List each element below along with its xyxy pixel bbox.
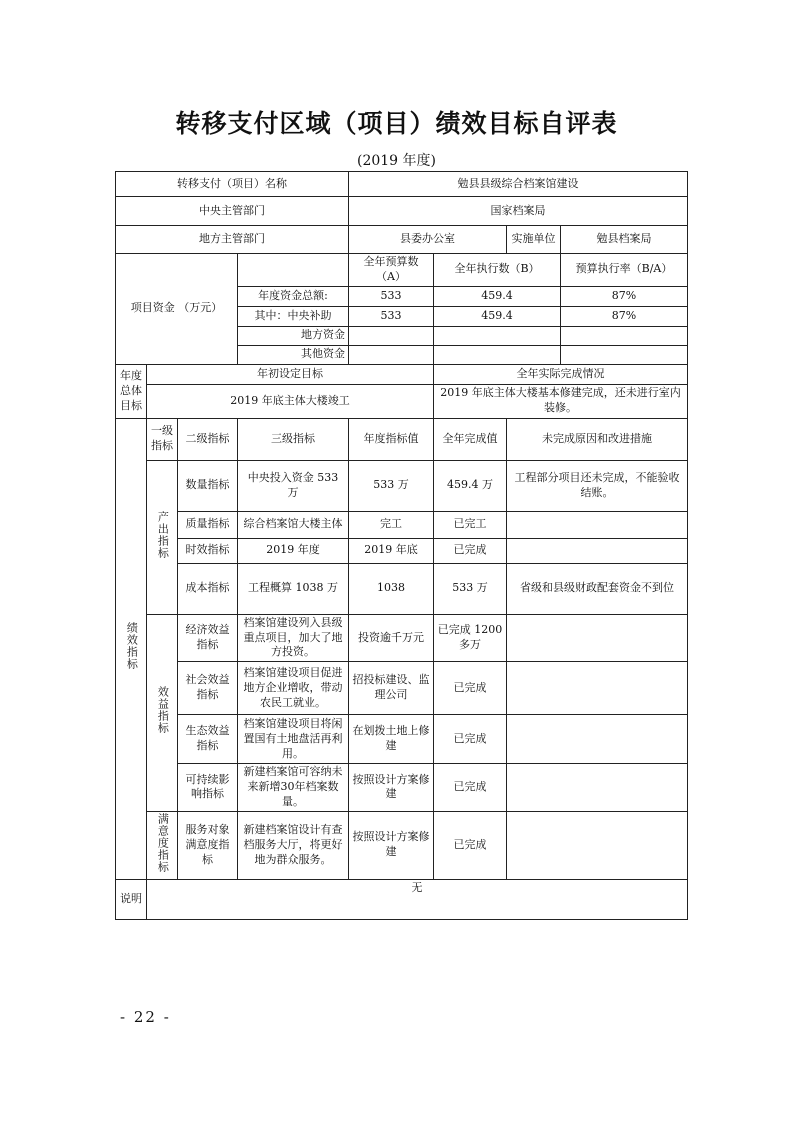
funds-row-name: 地方资金 (238, 326, 349, 345)
benefit-indicators-label: 效益指标 (147, 614, 178, 811)
header-level2: 二级指标 (178, 418, 238, 460)
funds-header-a: 全年预算数（A） (349, 254, 434, 287)
indicator-row (116, 460, 688, 511)
indicator-actual: 459.4 万 (434, 460, 507, 511)
indicator-target: 1038 (349, 563, 434, 614)
funds-header-row (116, 254, 688, 287)
funds-row-rate: 87% (561, 286, 688, 306)
performance-indicators-label: 绩效指标 (116, 418, 147, 879)
header-level1: 一级指标 (147, 418, 178, 460)
header-target: 年度指标值 (349, 418, 434, 460)
indicator-actual: 已完成 (434, 538, 507, 563)
indicator-actual: 已完成 (434, 715, 507, 764)
central-dept-value: 国家档案局 (349, 197, 688, 226)
indicator-row (116, 563, 688, 614)
header-level3: 三级指标 (238, 418, 349, 460)
overall-header-row (116, 364, 688, 384)
funds-row-name: 其他资金 (238, 345, 349, 364)
impl-unit-label: 实施单位 (507, 226, 561, 254)
indicator-second: 可持续影响指标 (178, 764, 238, 812)
indicator-reason (507, 538, 688, 563)
overall-value-row (116, 384, 688, 418)
indicator-third: 档案馆建设项目促进地方企业增收，带动农民工就业。 (238, 662, 349, 715)
indicator-target: 完工 (349, 511, 434, 538)
funds-row-a: 533 (349, 286, 434, 306)
local-dept-value: 县委办公室 (349, 226, 507, 254)
indicator-target: 533 万 (349, 460, 434, 511)
funds-row-rate (561, 326, 688, 345)
funds-row-name: 年度资金总额: (238, 286, 349, 306)
indicator-reason (507, 715, 688, 764)
overall-set-header: 年初设定目标 (147, 364, 434, 384)
self-evaluation-table (115, 171, 688, 920)
indicator-reason: 工程部分项目还未完成，不能验收结账。 (507, 460, 688, 511)
indicator-row (116, 614, 688, 662)
local-dept-row (116, 226, 688, 254)
overall-set-value: 2019 年底主体大楼竣工 (147, 384, 434, 418)
indicator-actual: 已完成 (434, 662, 507, 715)
funds-header-b: 全年执行数（B） (434, 254, 561, 287)
indicator-second: 服务对象满意度指标 (178, 811, 238, 879)
project-name-label: 转移支付（项目）名称 (116, 172, 349, 197)
central-dept-row (116, 197, 688, 226)
funds-row-a (349, 326, 434, 345)
indicator-third: 2019 年度 (238, 538, 349, 563)
funds-row-rate: 87% (561, 306, 688, 326)
indicator-second: 生态效益指标 (178, 715, 238, 764)
indicator-target: 在划拨土地上修建 (349, 715, 434, 764)
funds-label: 项目资金 （万元） (116, 254, 238, 365)
funds-row-rate (561, 345, 688, 364)
funds-header-rate: 预算执行率（B/A） (561, 254, 688, 287)
indicator-actual: 533 万 (434, 563, 507, 614)
indicator-third: 新建档案馆设计有查档服务大厅，将更好地为群众服务。 (238, 811, 349, 879)
indicator-row (116, 538, 688, 563)
indicator-row (116, 811, 688, 879)
funds-row-b (434, 326, 561, 345)
satisfaction-indicators-label: 满意度指标 (147, 811, 178, 879)
indicator-actual: 已完工 (434, 511, 507, 538)
funds-row-a: 533 (349, 306, 434, 326)
page-title: 转移支付区域（项目）绩效目标自评表 (175, 109, 618, 138)
indicator-reason (507, 614, 688, 662)
local-dept-label: 地方主管部门 (116, 226, 349, 254)
funds-row-b (434, 345, 561, 364)
indicator-second: 时效指标 (178, 538, 238, 563)
indicator-third: 中央投入资金 533 万 (238, 460, 349, 511)
indicator-reason (507, 511, 688, 538)
indicator-actual: 已完成 (434, 811, 507, 879)
indicator-second: 数量指标 (178, 460, 238, 511)
indicator-third: 档案馆建设列入县级重点项目，加大了地方投资。 (238, 614, 349, 662)
overall-done-value: 2019 年底主体大楼基本修建完成，还未进行室内装修。 (434, 384, 688, 418)
project-name-row (116, 172, 688, 197)
indicator-target: 招投标建设、监理公司 (349, 662, 434, 715)
indicator-target: 2019 年底 (349, 538, 434, 563)
indicator-row (116, 662, 688, 715)
overall-goal-label: 年度总体目标 (116, 364, 147, 418)
indicator-target: 按照设计方案修建 (349, 764, 434, 812)
indicator-actual: 已完成 1200 多万 (434, 614, 507, 662)
output-indicators-label: 产出指标 (147, 460, 178, 614)
indicator-target: 投资逾千万元 (349, 614, 434, 662)
header-actual: 全年完成值 (434, 418, 507, 460)
indicator-reason (507, 662, 688, 715)
indicator-reason: 省级和县级财政配套资金不到位 (507, 563, 688, 614)
indicator-third: 工程概算 1038 万 (238, 563, 349, 614)
indicator-row (116, 715, 688, 764)
indicator-third: 档案馆建设项目将闲置国有土地盘活再利用。 (238, 715, 349, 764)
impl-unit-value: 勉县档案局 (561, 226, 688, 254)
year-label: (2019 年度) (356, 153, 436, 169)
note-value: 无 (147, 879, 688, 919)
funds-row-b: 459.4 (434, 286, 561, 306)
indicator-header-row (116, 418, 688, 460)
page-number: - 22 - (120, 1008, 171, 1026)
indicator-second: 成本指标 (178, 563, 238, 614)
indicator-second: 社会效益指标 (178, 662, 238, 715)
central-dept-label: 中央主管部门 (116, 197, 349, 226)
funds-row-name: 其中：中央补助 (238, 306, 349, 326)
indicator-row (116, 511, 688, 538)
indicator-second: 经济效益指标 (178, 614, 238, 662)
funds-header-blank (238, 254, 349, 287)
indicator-row (116, 764, 688, 812)
indicator-reason (507, 811, 688, 879)
overall-done-header: 全年实际完成情况 (434, 364, 688, 384)
indicator-third: 新建档案馆可容纳未来新增30年档案数量。 (238, 764, 349, 812)
indicator-second: 质量指标 (178, 511, 238, 538)
indicator-reason (507, 764, 688, 812)
project-name-value: 勉县县级综合档案馆建设 (349, 172, 688, 197)
indicator-third: 综合档案馆大楼主体 (238, 511, 349, 538)
header-reason: 未完成原因和改进措施 (507, 418, 688, 460)
funds-row-a (349, 345, 434, 364)
indicator-actual: 已完成 (434, 764, 507, 812)
funds-row-b: 459.4 (434, 306, 561, 326)
note-row (116, 879, 688, 919)
indicator-target: 按照设计方案修建 (349, 811, 434, 879)
note-label: 说明 (116, 879, 147, 919)
